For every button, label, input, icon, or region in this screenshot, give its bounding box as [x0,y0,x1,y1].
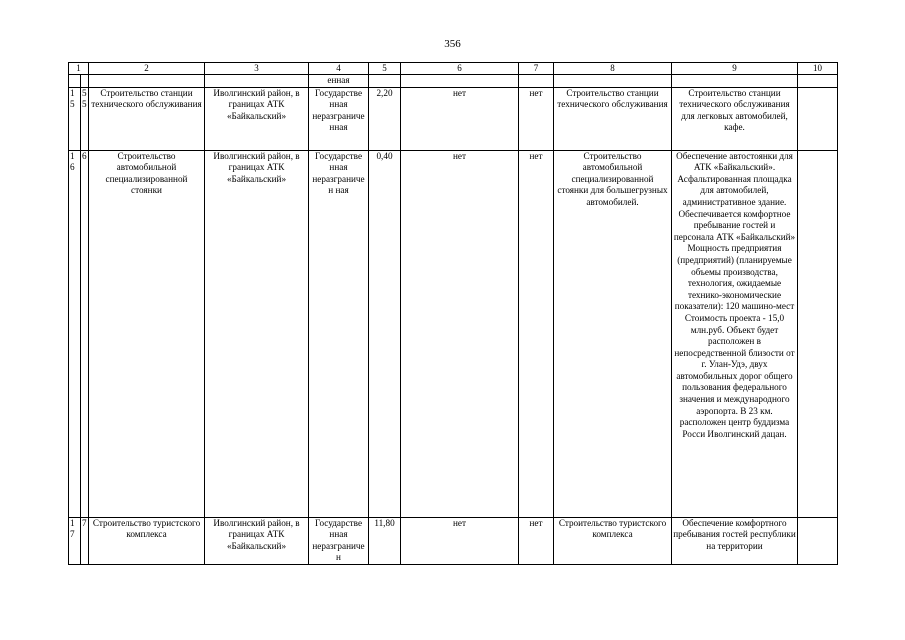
row-number-a: 1 6 [69,150,81,517]
col-header-4: 4 [309,63,369,75]
project-name-cell: Строительство автомобильной специализированной стоянки [89,150,205,517]
row-number-a: 1 5 [69,87,81,150]
ownership-cell: Государстве нная неразграничен [309,517,369,564]
col10-cell [798,87,838,150]
col10-cell [798,517,838,564]
table-row [69,87,838,150]
project-name-cell: Строительство станции технического обслуживания [89,87,205,150]
ownership-cell: Государстве нная неразграниченная [309,87,369,150]
page-number: 356 [444,38,461,50]
col8-cell: Строительство туристского комплекса [554,517,672,564]
col-header-2: 2 [89,63,205,75]
row-number-a: 1 7 [69,517,81,564]
location-cell: Иволгинский район, в границах АТК «Байкальский» [205,517,309,564]
area-cell: 2,20 [369,87,401,150]
area-cell: 11,80 [369,517,401,564]
col8-cell: Строительство автомобильной специализированной стоянки для большегрузных автомобилей. [554,150,672,517]
col9-cell: Строительство станции технического обслуживания для легковых автомобилей, кафе. [672,87,798,150]
col10-cell [798,150,838,517]
col-header-6: 6 [401,63,519,75]
col8-cell: Строительство станции технического обслуживания [554,87,672,150]
col7-cell: нет [519,87,554,150]
column-number-row [69,63,838,75]
col-header-8: 8 [554,63,672,75]
col-header-10: 10 [798,63,838,75]
area-cell: 0,40 [369,150,401,517]
table-row-continuation [69,75,838,88]
col6-cell: нет [401,150,519,517]
col7-cell: нет [519,517,554,564]
col-header-9: 9 [672,63,798,75]
row-number-b: 5 5 [81,87,89,150]
table-row [69,517,838,564]
col9-cell: Обеспечение комфортного пребывания гостей республики на территории [672,517,798,564]
table-row [69,150,838,517]
ownership-cell: енная [309,75,369,88]
col-header-5: 5 [369,63,401,75]
row-number-b: 7 [81,517,89,564]
col-header-1: 1 [69,63,89,75]
ownership-cell: Государстве нная неразграничен ная [309,150,369,517]
project-name-cell: Строительство туристского комплекса [89,517,205,564]
col6-cell: нет [401,87,519,150]
col7-cell: нет [519,150,554,517]
location-cell: Иволгинский район, в границах АТК «Байкальский» [205,150,309,517]
col-header-7: 7 [519,63,554,75]
col6-cell: нет [401,517,519,564]
row-number-b: 6 [81,150,89,517]
col9-cell: Обеспечение автостоянки для АТК «Байкальский». Асфальтированная площадка для автомобилей, административное здание. Обеспечивается комфортное пребывание гостей и персонала АТК «Байкальский» Мощность предприятия (предприятий) (планируемые объемы производства, технология, ожидаемые технико-экономические показатели): 120 машино-мест Стоимость проекта - 15,0 млн.руб. Объект будет расположен в непосредственной близости от г. Улан-Удэ, двух автомобильных дорог общего пользования федерального значения и международного аэропорта. В 23 км. расположен центр буддизма Росси Иволгинский дацан. [672,150,798,517]
col-header-3: 3 [205,63,309,75]
land-plots-table [68,62,838,565]
location-cell: Иволгинский район, в границах АТК «Байкальский» [205,87,309,150]
